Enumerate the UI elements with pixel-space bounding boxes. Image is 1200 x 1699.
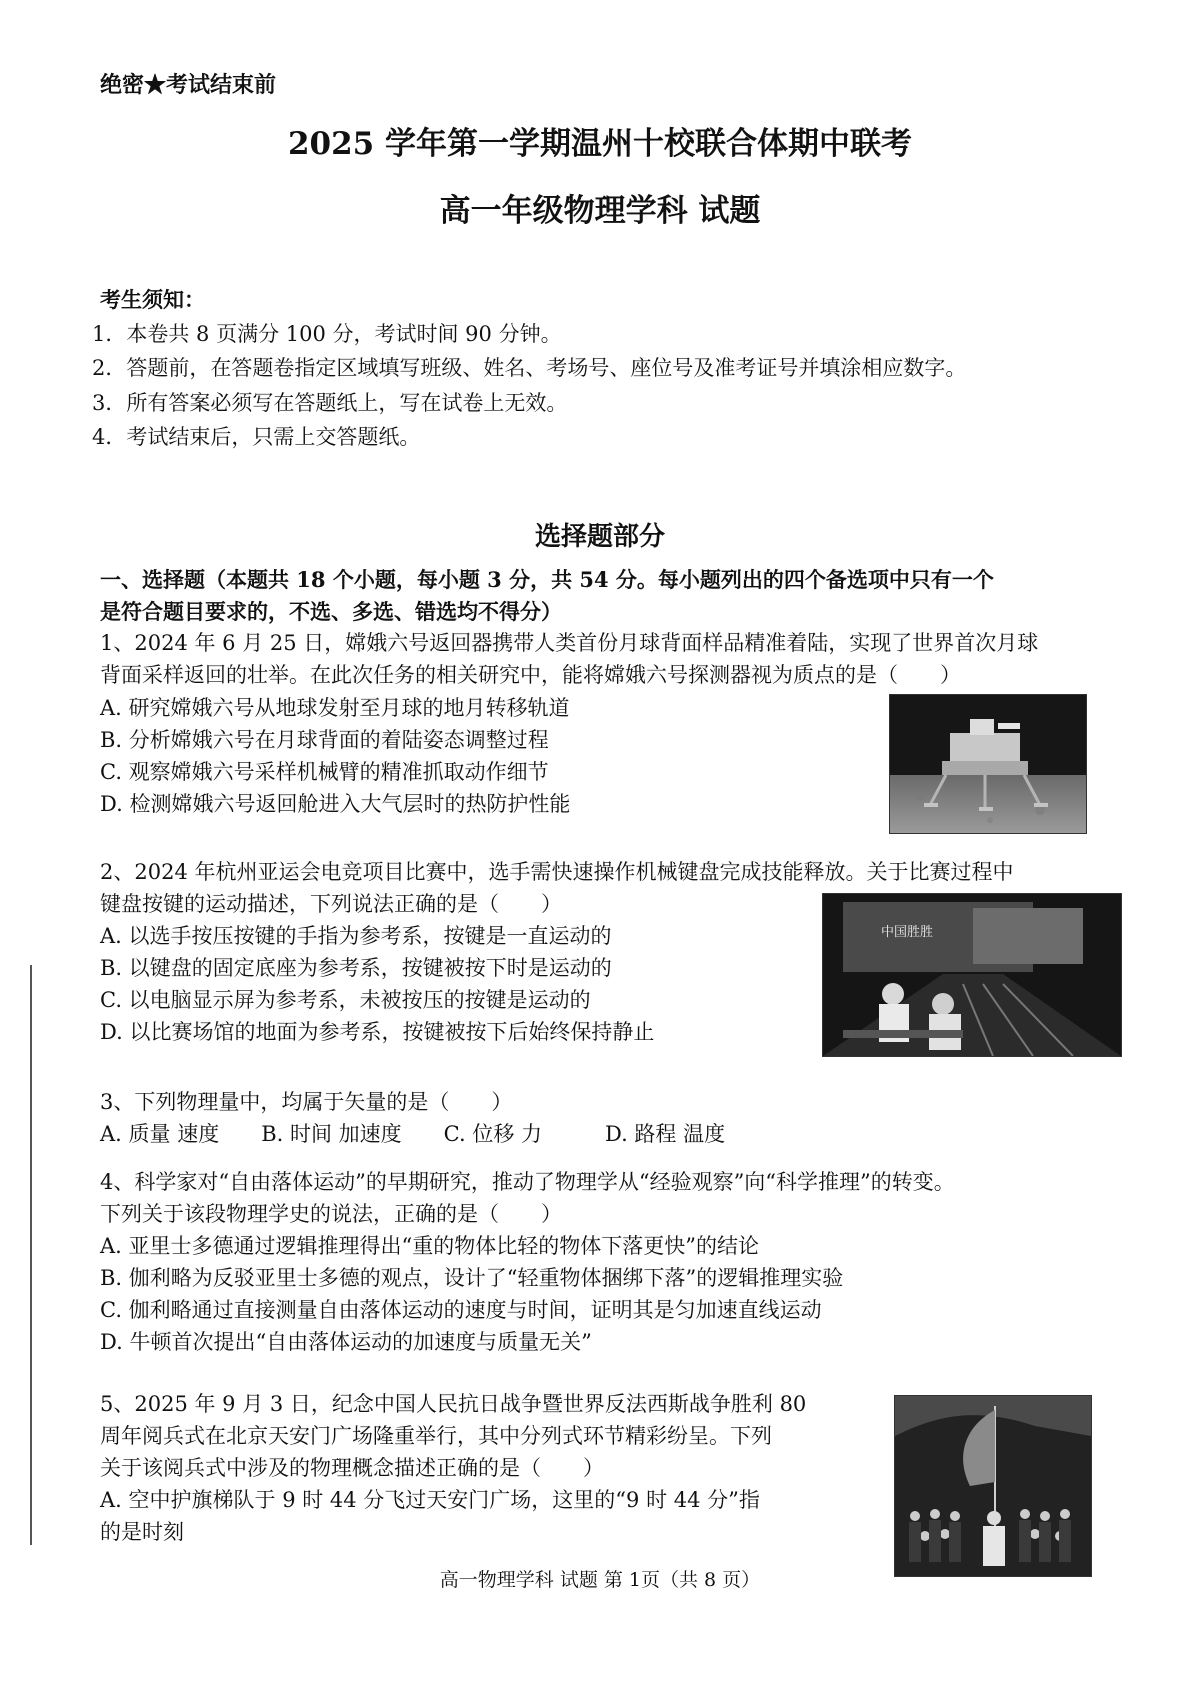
- question-4-stem: 4、科学家对“自由落体运动”的早期研究，推动了物理学从“经验观察”向“科学推理”的转变。: [100, 1170, 955, 1194]
- section-instruction: 一、选择题（本题共 18 个小题，每小题 3 分，共 54 分。每小题列出的四个备选项中只有一个: [100, 567, 994, 592]
- question-2-option-c: C. 以电脑显示屏为参考系，未被按压的按键是运动的: [100, 988, 591, 1012]
- screen-caption: 中国胜胜: [881, 925, 934, 940]
- notice-item: 3．所有答案必须写在答题纸上，写在试卷上无效。: [92, 391, 568, 415]
- question-1-option-b: B. 分析嫦娥六号在月球背面的着陆姿态调整过程: [100, 728, 549, 752]
- notice-item: 1．本卷共 8 页满分 100 分，考试时间 90 分钟。: [92, 322, 562, 346]
- question-5-stem: 周年阅兵式在北京天安门广场隆重举行，其中分列式环节精彩纷呈。下列: [100, 1424, 772, 1448]
- question-5-stem: 5、2025 年 9 月 3 日，纪念中国人民抗日战争暨世界反法西斯战争胜利 80: [100, 1392, 807, 1416]
- notice-item: 4．考试结束后，只需上交答题纸。: [92, 425, 421, 449]
- question-3-stem: 3、下列物理量中，均属于矢量的是（ ）: [100, 1090, 513, 1114]
- page-footer: 高一物理学科 试题 第 1页（共 8 页）: [439, 1569, 761, 1591]
- question-5-option-a: A. 空中护旗梯队于 9 时 44 分飞过天安门广场，这里的“9 时 44 分”指: [100, 1488, 760, 1512]
- question-2-option-d: D. 以比赛场馆的地面为参考系，按键被按下后始终保持静止: [100, 1020, 655, 1044]
- question-3-options: A. 质量 速度 B. 时间 加速度 C. 位移 力 D. 路程 温度: [100, 1122, 726, 1146]
- question-2-option-a: A. 以选手按压按键的手指为参考系，按键是一直运动的: [100, 924, 612, 948]
- confidential-mark: 绝密★考试结束前: [100, 72, 277, 98]
- exam-subtitle: 高一年级物理学科 试题: [439, 193, 761, 229]
- margin-binding-line: [30, 965, 32, 1545]
- question-1-option-d: D. 检测嫦娥六号返回舱进入大气层时的热防护性能: [100, 792, 571, 816]
- question-4-option-b: B. 伽利略为反驳亚里士多德的观点，设计了“轻重物体捆绑下落”的逻辑推理实验: [100, 1266, 844, 1290]
- question-4-option-a: A. 亚里士多德通过逻辑推理得出“重的物体比轻的物体下落更快”的结论: [100, 1234, 759, 1258]
- question-4-option-c: C. 伽利略通过直接测量自由落体运动的速度与时间，证明其是匀加速直线运动: [100, 1298, 822, 1322]
- section-instruction: 是符合题目要求的，不选、多选、错选均不得分）: [100, 599, 562, 624]
- lunar-lander-photo: [889, 694, 1087, 834]
- question-1-option-a: A. 研究嫦娥六号从地球发射至月球的地月转移轨道: [100, 696, 570, 720]
- question-5-stem: 关于该阅兵式中涉及的物理概念描述正确的是（ ）: [100, 1456, 604, 1480]
- notice-item: 2．答题前，在答题卷指定区域填写班级、姓名、考场号、座位号及准考证号并填涂相应数字。: [92, 356, 967, 380]
- question-2-stem: 2、2024 年杭州亚运会电竞项目比赛中，选手需快速操作机械键盘完成技能释放。关于比赛过程中: [100, 860, 1014, 884]
- question-2-option-b: B. 以键盘的固定底座为参考系，按键被按下时是运动的: [100, 956, 612, 980]
- section-title: 选择题部分: [534, 522, 665, 552]
- notice-heading: 考生须知：: [100, 287, 205, 312]
- esports-match-photo: [822, 893, 1122, 1057]
- question-4-option-d: D. 牛顿首次提出“自由落体运动的加速度与质量无关”: [100, 1330, 592, 1354]
- question-5-option-a-cont: 的是时刻: [100, 1520, 184, 1544]
- question-4-stem: 下列关于该段物理学史的说法，正确的是（ ）: [100, 1202, 562, 1226]
- question-1-option-c: C. 观察嫦娥六号采样机械臂的精准抓取动作细节: [100, 760, 549, 784]
- question-1-stem: 1、2024 年 6 月 25 日，嫦娥六号返回器携带人类首份月球背面样品精准着陆，实现了世界首次月球: [100, 631, 1039, 655]
- military-parade-photo: [894, 1395, 1092, 1577]
- exam-title: 2025 学年第一学期温州十校联合体期中联考: [287, 126, 913, 162]
- question-1-stem: 背面采样返回的壮举。在此次任务的相关研究中，能将嫦娥六号探测器视为质点的是（ ）: [100, 663, 961, 687]
- question-2-stem: 键盘按键的运动描述，下列说法正确的是（ ）: [100, 892, 562, 916]
